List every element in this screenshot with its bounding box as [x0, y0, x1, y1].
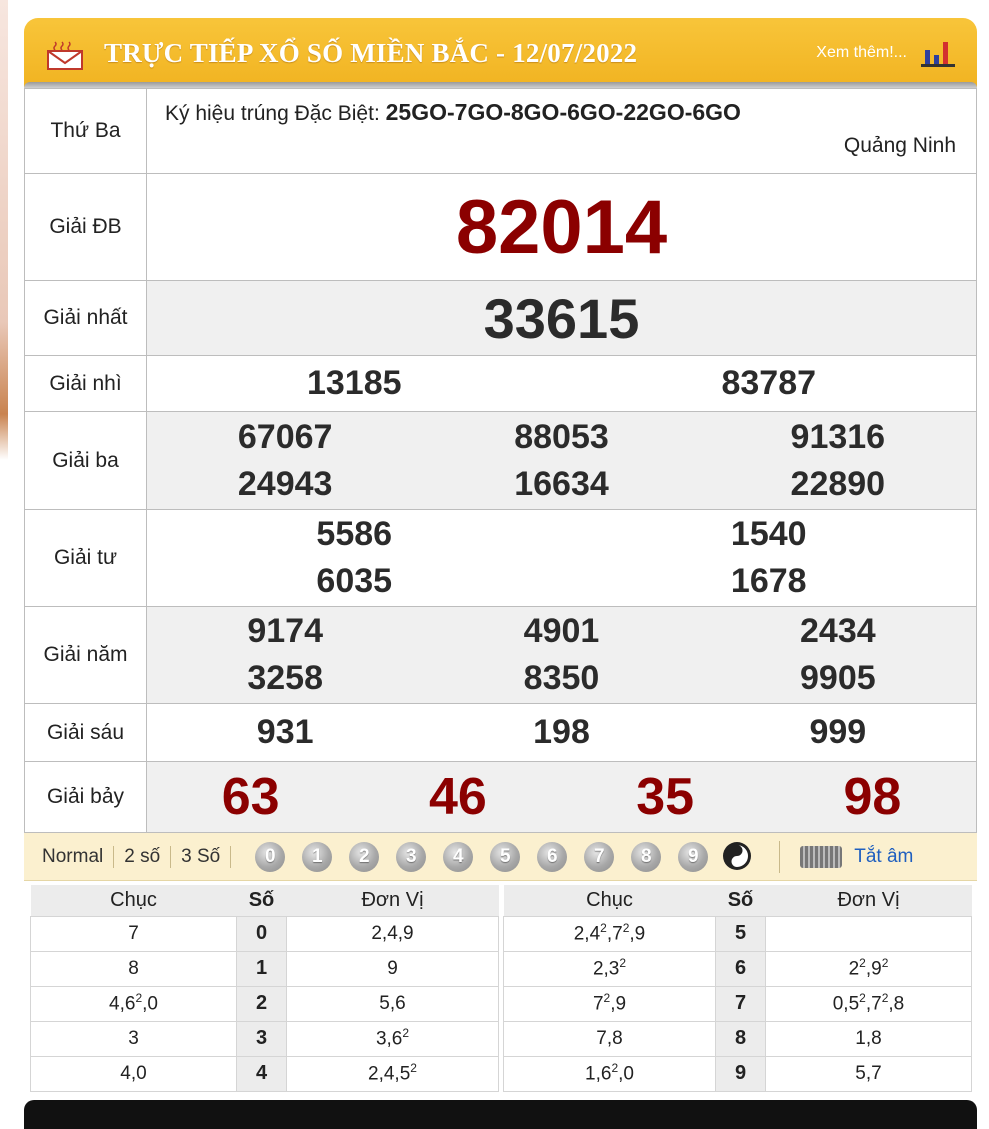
- loto-row: [504, 916, 972, 951]
- prize-label: Giải ba: [25, 412, 147, 510]
- loto-row: [31, 1056, 499, 1091]
- prize-number: 4901: [523, 612, 600, 650]
- units-cell: 2,4,9: [287, 916, 499, 951]
- column-header: Đơn Vị: [287, 885, 499, 916]
- speaker-icon: [800, 846, 842, 868]
- toolbar-divider: [779, 841, 780, 873]
- prize-row-fifth: [25, 607, 977, 704]
- prize-number: 9174: [247, 612, 323, 650]
- digit-button-2[interactable]: 2: [349, 842, 379, 872]
- prize-number: 13185: [306, 364, 402, 402]
- loto-body-right: [504, 916, 972, 1091]
- prize-number: 8350: [523, 659, 600, 697]
- digit-cell: 2: [237, 986, 287, 1021]
- loto-row: [31, 1021, 499, 1056]
- see-more-link[interactable]: Xem thêm!...: [816, 44, 907, 61]
- units-cell: 5,7: [766, 1056, 972, 1091]
- prize-label: Giải năm: [25, 607, 147, 704]
- prize-number: 198: [533, 713, 590, 751]
- prize-number: 46: [428, 768, 487, 826]
- first-prize-number: 33615: [147, 281, 977, 356]
- info-row: [25, 89, 977, 174]
- prize-label: Giải nhì: [25, 356, 147, 412]
- loto-row: [504, 1056, 972, 1091]
- units-cell: $0,5^2,7^2,8$: [766, 986, 972, 1021]
- digit-button-6[interactable]: 6: [537, 842, 567, 872]
- special-code: [147, 89, 976, 126]
- units-cell: $3,6^2$: [287, 1021, 499, 1056]
- page-title: TRỰC TIẾP XỔ SỐ MIỀN BẮC - 12/07/2022: [104, 37, 638, 68]
- tens-cell: $2,3^2$: [504, 951, 716, 986]
- digit-button-5[interactable]: 5: [490, 842, 520, 872]
- weekday-label: Thứ Ba: [25, 89, 147, 174]
- loto-row: [31, 916, 499, 951]
- units-cell: 2,4,5$^2$: [287, 1056, 499, 1091]
- tens-cell: $7^2,9$: [504, 986, 716, 1021]
- digit-cell: 6: [716, 951, 766, 986]
- digit-cell: 0: [237, 916, 287, 951]
- digit-cell: 9: [716, 1056, 766, 1091]
- mute-label[interactable]: Tắt âm: [854, 845, 914, 867]
- prize-row-third: [25, 412, 977, 510]
- column-header: Chục: [31, 885, 237, 916]
- units-cell: [766, 916, 972, 951]
- tens-cell: $1,6^2,0$: [504, 1056, 716, 1091]
- mail-icon: [46, 40, 84, 66]
- loto-row: [31, 951, 499, 986]
- digit-button-9[interactable]: 9: [678, 842, 708, 872]
- prize-number: 1678: [730, 562, 807, 600]
- prize-number: 16634: [514, 464, 609, 503]
- column-header: Số: [716, 885, 766, 916]
- tens-cell: 8: [31, 951, 237, 986]
- digit-cell: 8: [716, 1021, 766, 1056]
- digit-button-0[interactable]: 0: [255, 842, 285, 872]
- digit-cell: 1: [237, 951, 287, 986]
- prize-number: 6035: [316, 562, 393, 600]
- loto-row: [504, 951, 972, 986]
- digit-cell: 3: [237, 1021, 287, 1056]
- prize-number: 91316: [790, 417, 886, 456]
- background-edge: [0, 0, 8, 460]
- column-header: Chục: [504, 885, 716, 916]
- prize-number: 22890: [790, 464, 886, 503]
- prize-row-fourth: [25, 510, 977, 607]
- prize-number: 67067: [237, 417, 333, 456]
- prize-number: 999: [809, 713, 867, 751]
- prize-row-first: [25, 281, 977, 356]
- prize-row-seventh: [25, 762, 977, 833]
- display-toolbar: [24, 833, 977, 881]
- loto-tables: [24, 881, 977, 1092]
- prize-number: 98: [843, 768, 902, 826]
- prize-number: 35: [636, 768, 695, 826]
- special-code-label: Ký hiệu trúng Đặc Biệt:: [165, 102, 380, 125]
- loto-table-right: [503, 885, 972, 1092]
- prize-number: 3258: [247, 659, 323, 697]
- units-cell: 1,8: [766, 1021, 972, 1056]
- prize-number: 9905: [800, 659, 876, 697]
- column-header: Số: [237, 885, 287, 916]
- prize-number: 63: [221, 768, 280, 826]
- loto-body-left: [31, 916, 499, 1091]
- loto-row: [31, 986, 499, 1021]
- tens-cell: $4,6^2,0$: [31, 986, 237, 1021]
- prize-label: Giải bảy: [25, 762, 147, 833]
- digit-cell: 7: [716, 986, 766, 1021]
- mute-toggle[interactable]: [800, 846, 913, 868]
- tens-cell: 7: [31, 916, 237, 951]
- results-table: [24, 88, 977, 833]
- special-code-value: 25GO-7GO-8GO-6GO-22GO-6GO: [385, 99, 741, 125]
- units-cell: $2^2,9^2$: [766, 951, 972, 986]
- loto-table-left: [30, 885, 499, 1092]
- lottery-result-card: [24, 18, 977, 1129]
- province-name: Quảng Ninh: [843, 134, 956, 157]
- digit-button-7[interactable]: 7: [584, 842, 614, 872]
- prize-label: Giải tư: [25, 510, 147, 607]
- tens-cell: 3: [31, 1021, 237, 1056]
- digit-cell: 5: [716, 916, 766, 951]
- loto-header-row: [31, 885, 499, 916]
- units-cell: 9: [287, 951, 499, 986]
- prize-number: 1540: [730, 515, 807, 553]
- card-footer-bar: [24, 1100, 977, 1129]
- prize-label: Giải ĐB: [25, 174, 147, 281]
- prize-number: 88053: [514, 417, 609, 456]
- prize-row-db: [25, 174, 977, 281]
- prize-number: 83787: [721, 364, 817, 402]
- digit-button-8[interactable]: 8: [631, 842, 661, 872]
- chart-icon[interactable]: [921, 38, 957, 68]
- digit-cell: 4: [237, 1056, 287, 1091]
- mode-3-digits-button[interactable]: 3 Số: [171, 846, 231, 868]
- special-prize-number: 82014: [147, 174, 977, 281]
- prize-label: Giải sáu: [25, 704, 147, 762]
- header-divider: [24, 82, 977, 88]
- digit-button-4[interactable]: 4: [443, 842, 473, 872]
- tens-cell: 4,0: [31, 1056, 237, 1091]
- prize-number: 24943: [237, 464, 333, 503]
- tens-cell: 7,8: [504, 1021, 716, 1056]
- column-header: Đơn Vị: [766, 885, 972, 916]
- yin-yang-icon[interactable]: [723, 842, 751, 870]
- prize-label: Giải nhất: [25, 281, 147, 356]
- result-header: [24, 18, 977, 88]
- mode-2-digits-button[interactable]: 2 số: [114, 846, 171, 868]
- prize-row-sixth: [25, 704, 977, 762]
- units-cell: 5,6: [287, 986, 499, 1021]
- digit-button-1[interactable]: 1: [302, 842, 332, 872]
- loto-row: [504, 986, 972, 1021]
- digit-button-3[interactable]: 3: [396, 842, 426, 872]
- prize-number: 2434: [800, 612, 876, 650]
- loto-header-row: [504, 885, 972, 916]
- prize-number: 931: [256, 713, 314, 751]
- prize-number: 5586: [316, 515, 393, 553]
- prize-row-second: [25, 356, 977, 412]
- tens-cell: $2,4^2,7^2,9$: [504, 916, 716, 951]
- digit-filter: [255, 842, 751, 872]
- mode-normal-button[interactable]: Normal: [36, 846, 114, 868]
- loto-row: [504, 1021, 972, 1056]
